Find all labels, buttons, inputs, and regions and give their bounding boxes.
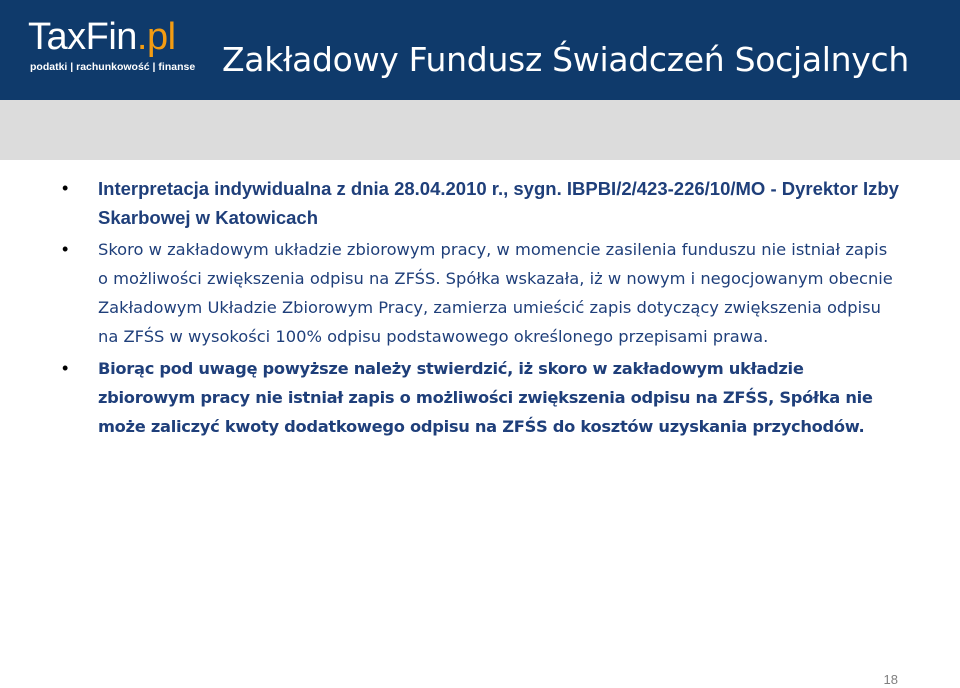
bullet-item [62, 354, 902, 441]
bullet-text: Biorąc pod uwagę powyższe należy stwierdzić, iż skoro w zakładowym układzie zbiorowym pracy nie istniał zapis o możliwości zwiększenia odpisu na ZFŚS, Spółka nie może zaliczyć kwoty dodatkowego odpisu na ZFŚS do kosztów uzyskania przychodów. [98, 359, 873, 436]
logo-name-main: TaxFin [28, 16, 137, 58]
logo-tagline: podatki | rachunkowość | finanse [30, 61, 196, 73]
bullet-text: Interpretacja indywidualna z dnia 28.04.2010 r., sygn. IBPBI/2/423-226/10/MO - Dyrektor Izby Skarbowej w Katowicach [98, 178, 899, 228]
bullet-dot-icon: • [62, 178, 69, 198]
bullet-text: Skoro w zakładowym układzie zbiorowym pracy, w momencie zasilenia funduszu nie istniał zapis o możliwości zwiększenia odpisu na ZFŚS. Spółka wskazała, iż w nowym i negocjowanym obecnie Zakładowym Układzie Zbiorowym Pracy, zamierza umieścić zapis dotyczący zwiększenia odpisu na ZFŚS w wysokości 100% odpisu podstawowego określonego przepisami prawa. [98, 240, 893, 346]
bullet-list [62, 174, 902, 444]
taxfin-logo [28, 16, 198, 76]
logo-name [28, 16, 176, 58]
header-bar [0, 0, 960, 100]
bullet-dot-icon: • [62, 239, 69, 259]
bullet-dot-icon: • [62, 358, 69, 378]
logo-name-suffix: .pl [136, 16, 176, 58]
page-number: 18 [883, 672, 898, 687]
slide-title: Zakładowy Fundusz Świadczeń Socjalnych [222, 40, 909, 79]
header-band [0, 100, 960, 160]
bullet-item [62, 174, 902, 232]
bullet-item [62, 235, 902, 351]
